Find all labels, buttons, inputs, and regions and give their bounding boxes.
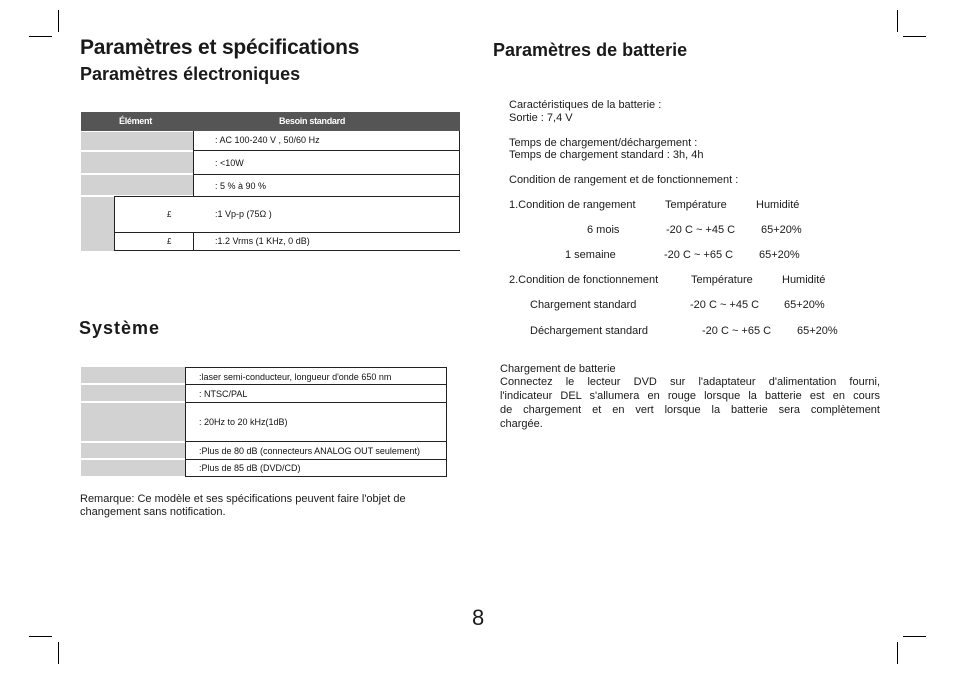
storage-period: 1 semaine	[565, 249, 616, 261]
charging-text-line: de chargement et en vert lorsque la batterie sera complètement	[500, 404, 880, 416]
table-row-value: : AC 100-240 V , 50/60 Hz	[215, 135, 320, 145]
table-row-value: : <10W	[215, 158, 244, 168]
battery-output-line: Sortie : 7,4 V	[509, 112, 573, 124]
operation-label: 2.Condition de fonctionnement	[509, 274, 659, 286]
table-row-value: : NTSC/PAL	[199, 389, 248, 399]
table-header	[81, 112, 460, 131]
label-cell	[81, 132, 194, 150]
charge-standard-line: Temps de chargement standard : 3h, 4h	[509, 149, 704, 161]
storage-label: 1.Condition de rangement	[509, 199, 636, 211]
charging-text-line: chargée.	[500, 418, 543, 430]
page-title: Paramètres et spécifications	[80, 36, 360, 59]
crop-mark-bottom-right-h	[903, 636, 926, 637]
crop-mark-top-left-h	[29, 36, 52, 37]
operation-mode: Déchargement standard	[530, 325, 649, 337]
charging-text-line: Connectez le lecteur DVD sur l'adaptateur d'alimentation fourni,	[500, 376, 880, 388]
header-item: Élément	[119, 116, 152, 126]
charging-text-line: l'indicateur DEL s'allumera en rouge lorsque la batterie est en cours	[500, 390, 880, 402]
table-row-value: :Plus de 80 dB (connecteurs ANALOG OUT seulement)	[199, 446, 420, 456]
label-cell	[81, 197, 114, 251]
page-number: 8	[472, 605, 485, 630]
row-symbol: £	[167, 237, 172, 246]
electronic-parameters-table	[81, 112, 460, 251]
charging-title: Chargement de batterie	[500, 363, 616, 375]
table-row-value: :1 Vp-p (75Ω )	[215, 209, 272, 219]
crop-mark-bottom-right-v	[897, 642, 898, 664]
storage-hum: 65+20%	[759, 249, 800, 261]
crop-mark-bottom-left-v	[58, 642, 59, 664]
storage-col-hum: Humidité	[756, 199, 800, 211]
operation-hum: 65+20%	[784, 299, 825, 311]
section-title-system: Système	[79, 318, 161, 338]
label-cell	[81, 175, 194, 195]
section-title-battery: Paramètres de batterie	[493, 40, 688, 60]
crop-mark-top-left-v	[58, 10, 59, 32]
crop-mark-top-right-v	[897, 10, 898, 32]
table-row-value: :Plus de 85 dB (DVD/CD)	[199, 463, 301, 473]
condition-title: Condition de rangement et de fonctionnement :	[509, 174, 739, 186]
table-row-value: : 20Hz to 20 kHz(1dB)	[199, 417, 288, 427]
operation-temp: -20 C ~ +65 C	[702, 325, 772, 337]
battery-char-line: Caractéristiques de la batterie :	[509, 99, 662, 111]
table-row-value: :laser semi-conducteur, longueur d'onde 650 nm	[199, 372, 392, 382]
operation-col-temp: Température	[691, 274, 753, 286]
system-table	[81, 367, 447, 477]
table-row-value: :1.2 Vrms (1 KHz, 0 dB)	[215, 236, 310, 246]
storage-temp: -20 C ~ +65 C	[664, 249, 734, 261]
crop-mark-top-right-h	[903, 36, 926, 37]
note-line: changement sans notification.	[80, 506, 226, 518]
storage-hum: 65+20%	[761, 224, 802, 236]
operation-hum: 65+20%	[797, 325, 838, 337]
section-title-electronic: Paramètres électroniques	[80, 64, 301, 84]
crop-mark-bottom-left-h	[29, 636, 52, 637]
operation-col-hum: Humidité	[782, 274, 826, 286]
operation-mode: Chargement standard	[530, 299, 637, 311]
storage-temp: -20 C ~ +45 C	[666, 224, 736, 236]
operation-temp: -20 C ~ +45 C	[690, 299, 760, 311]
row-symbol: £	[167, 210, 172, 219]
label-cell	[81, 152, 194, 173]
storage-period: 6 mois	[587, 224, 620, 236]
storage-col-temp: Température	[665, 199, 727, 211]
note-line: Remarque: Ce modèle et ses spécifications peuvent faire l'objet de	[80, 493, 406, 505]
header-standard: Besoin standard	[279, 116, 346, 126]
charge-time-line: Temps de chargement/déchargement :	[509, 137, 698, 149]
table-row-value: : 5 % à 90 %	[215, 181, 267, 191]
